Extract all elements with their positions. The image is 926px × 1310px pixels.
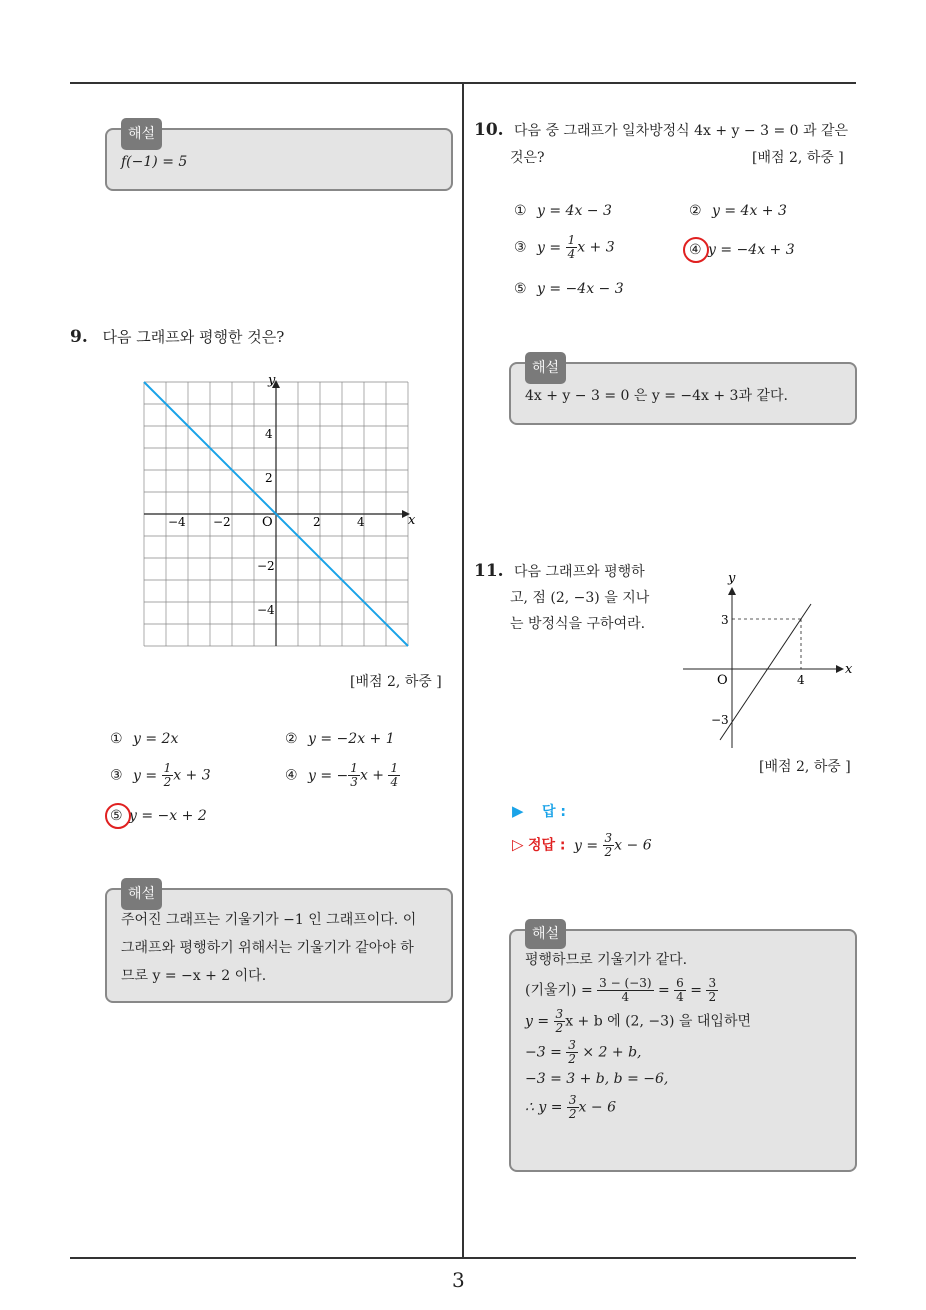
q11-question-line3: 는 방정식을 구하여라. [510, 616, 646, 632]
choice-text-mid: x + [359, 767, 389, 784]
q11-ytick-m3: −3 [711, 713, 729, 727]
q9-question-text: 다음 그래프와 평행한 것은? [102, 328, 285, 346]
q10-question [474, 116, 848, 145]
q9-xtick-m2: −2 [213, 515, 231, 529]
line4-fraction [566, 1039, 578, 1066]
fraction-numerator: 3 − (−3) [599, 976, 652, 990]
q9-x-label: x [408, 513, 416, 528]
fraction-denominator: 2 [555, 1021, 564, 1035]
correct-post: x − 6 [614, 837, 652, 854]
q9-ytick-4: 4 [265, 427, 273, 441]
choice-text-post: x + 3 [173, 767, 211, 784]
q9-choice-3[interactable] [110, 762, 211, 789]
q10-answer-mark [683, 237, 709, 263]
q9-y-label: y [268, 373, 276, 388]
choice-text: y = 4x − 3 [537, 203, 612, 219]
outline-play-icon: ▷ [512, 835, 524, 854]
q11-x-label: x [845, 662, 853, 677]
q9-origin: O [262, 515, 273, 530]
q10-meta: [배점 2, 하중 ] [752, 150, 844, 166]
choice-text: y = 4x + 3 [712, 203, 787, 219]
choice-text-pre: y = [537, 239, 566, 256]
choice-text: y = −2x + 1 [308, 731, 395, 747]
fraction-denominator: 4 [676, 990, 684, 1004]
q9-xtick-4: 4 [357, 515, 365, 529]
q9-xtick-2: 2 [313, 515, 321, 529]
fraction-numerator: 6 [676, 976, 684, 990]
choice-number: ⑤ [110, 808, 123, 824]
choice-fraction-2 [388, 762, 400, 789]
line3-pre: y = [525, 1013, 554, 1030]
choice-number: ④ [689, 242, 702, 258]
choice-number: ② [285, 731, 298, 747]
choice-text: y = 2x [133, 731, 179, 747]
q11-answer-row[interactable] [512, 801, 566, 821]
q10-number: 10. [474, 120, 504, 140]
choice-text-pre: y = [133, 767, 162, 784]
fraction-denominator: 2 [708, 990, 717, 1004]
line2-pre: (기울기) = [525, 982, 598, 999]
q9-ytick-m4: −4 [257, 603, 275, 617]
q9-ytick-2: 2 [265, 471, 273, 485]
q11-solution-line6 [525, 1094, 841, 1121]
fraction-denominator: 3 [350, 775, 358, 789]
q11-question [474, 558, 645, 586]
q9-meta: [배점 2, 하중 ] [350, 674, 442, 690]
choice-fraction [162, 762, 174, 789]
slope-fraction [597, 977, 653, 1004]
q10-solution-box [509, 362, 857, 425]
q9-solution-box [105, 888, 453, 1003]
q9-choice-1[interactable] [110, 731, 178, 747]
q11-solution-line2 [525, 977, 841, 1004]
choice-text: y = −4x − 3 [537, 281, 624, 297]
q9-question [70, 326, 284, 347]
q11-correct-row [512, 832, 652, 859]
choice-text-post: x + 3 [577, 239, 615, 256]
choice-number: ① [110, 731, 123, 747]
q10-question-line1: 다음 중 그래프가 일차방정식 4x + y − 3 = 0 과 같은 [514, 123, 849, 139]
q11-y-label: y [728, 571, 736, 586]
q10-choice-3[interactable] [514, 234, 615, 261]
q10-choice-5[interactable] [514, 281, 624, 297]
column-divider [462, 84, 464, 1257]
q11-graph [678, 568, 858, 753]
choice-text-pre: y = − [308, 767, 349, 784]
q9-number: 9. [70, 327, 88, 347]
q11-number: 11. [474, 561, 504, 581]
fraction-denominator: 2 [604, 845, 613, 859]
q9-choice-4[interactable] [285, 762, 400, 789]
q11-question-line2: 고, 점 (2, −3) 을 지나 [510, 590, 650, 606]
q9-solution-line2: 그래프와 평행하기 위해서는 기울기가 같아야 하 [121, 940, 414, 956]
slope-fraction-2 [674, 977, 686, 1004]
choice-number: ③ [110, 767, 123, 784]
fraction-denominator: 2 [163, 775, 172, 789]
q8-solution-text: f(−1) = 5 [121, 154, 188, 170]
solution-tag: 해설 [525, 352, 566, 384]
choice-number: ④ [285, 767, 298, 784]
play-icon: ▶ [512, 802, 524, 820]
solution-tag: 해설 [121, 878, 162, 910]
q9-answer-mark [105, 803, 131, 829]
bottom-rule [70, 1257, 856, 1259]
fraction-numerator: 1 [163, 761, 172, 775]
q11-xtick-4: 4 [797, 673, 805, 687]
choice-fraction [348, 762, 360, 789]
choice-number: ② [689, 203, 702, 219]
line6-pre: ∴ y = [525, 1099, 567, 1116]
q11-solution-line4 [525, 1039, 841, 1066]
fraction-denominator: 4 [390, 775, 399, 789]
q11-solution-box [509, 926, 857, 1172]
q11-solution-line5: −3 = 3 + b, b = −6, [525, 1071, 669, 1087]
q8-solution-box [105, 128, 453, 191]
q11-line [720, 604, 811, 740]
fraction-numerator: 1 [350, 761, 358, 775]
fraction-denominator: 2 [568, 1107, 577, 1121]
q10-choice-2[interactable] [689, 203, 787, 219]
q11-meta: [배점 2, 하중 ] [759, 759, 851, 775]
q9-graph [140, 370, 420, 652]
q9-choice-2[interactable] [285, 731, 395, 747]
choice-fraction [566, 234, 578, 261]
fraction-denominator: 2 [568, 1052, 576, 1066]
solution-tag: 해설 [525, 919, 566, 949]
fraction-numerator: 3 [568, 1038, 576, 1052]
line3-fraction [554, 1008, 566, 1035]
solution-tag: 해설 [121, 118, 162, 150]
q9-solution-line3: 므로 y = −x + 2 이다. [121, 968, 267, 984]
q11-solution-line3 [525, 1008, 841, 1035]
choice-text: y = −x + 2 [129, 808, 207, 824]
q10-question-line2: 것은? [510, 150, 545, 166]
line4-post: × 2 + b, [577, 1044, 642, 1061]
q9-xtick-m4: −4 [168, 515, 186, 529]
fraction-numerator: 1 [567, 233, 576, 247]
q11-y-arrow [728, 587, 736, 595]
answer-label: 답 : [542, 804, 566, 820]
equals: = [685, 982, 707, 999]
choice-number: ③ [514, 239, 527, 256]
fraction-numerator: 3 [568, 1093, 577, 1107]
line3-post: x + b 에 (2, −3) 을 대입하면 [565, 1013, 751, 1030]
equals: = [653, 982, 675, 999]
slope-fraction-3 [706, 977, 718, 1004]
q11-ytick-3: 3 [721, 613, 729, 627]
fraction-denominator: 4 [621, 990, 630, 1004]
fraction-denominator: 4 [567, 247, 576, 261]
q10-choice-1[interactable] [514, 203, 612, 219]
choice-text: y = −4x + 3 [708, 242, 795, 258]
line6-post: x − 6 [578, 1099, 616, 1116]
line6-fraction [567, 1094, 579, 1121]
q9-ytick-m2: −2 [257, 559, 275, 573]
q9-solution-line1: 주어진 그래프는 기울기가 −1 인 그래프이다. 이 [121, 912, 417, 928]
line4-pre: −3 = [525, 1044, 567, 1061]
correct-pre: y = [573, 837, 603, 854]
correct-label: 정답 : [528, 837, 566, 854]
fraction-numerator: 3 [708, 976, 717, 990]
correct-fraction [603, 832, 615, 859]
fraction-numerator: 3 [555, 1007, 564, 1021]
q11-solution-line1: 평행하므로 기울기가 같다. [525, 952, 688, 968]
q11-x-arrow [836, 665, 844, 673]
q11-origin: O [717, 673, 728, 688]
choice-number: ⑤ [514, 281, 527, 297]
choice-number: ① [514, 203, 527, 219]
fraction-numerator: 1 [390, 761, 399, 775]
q10-solution-text: 4x + y − 3 = 0 은 y = −4x + 3과 같다. [525, 388, 788, 404]
q11-question-line1: 다음 그래프와 평행하 [514, 564, 645, 580]
fraction-numerator: 3 [604, 831, 613, 845]
page-number: 3 [452, 1268, 465, 1292]
